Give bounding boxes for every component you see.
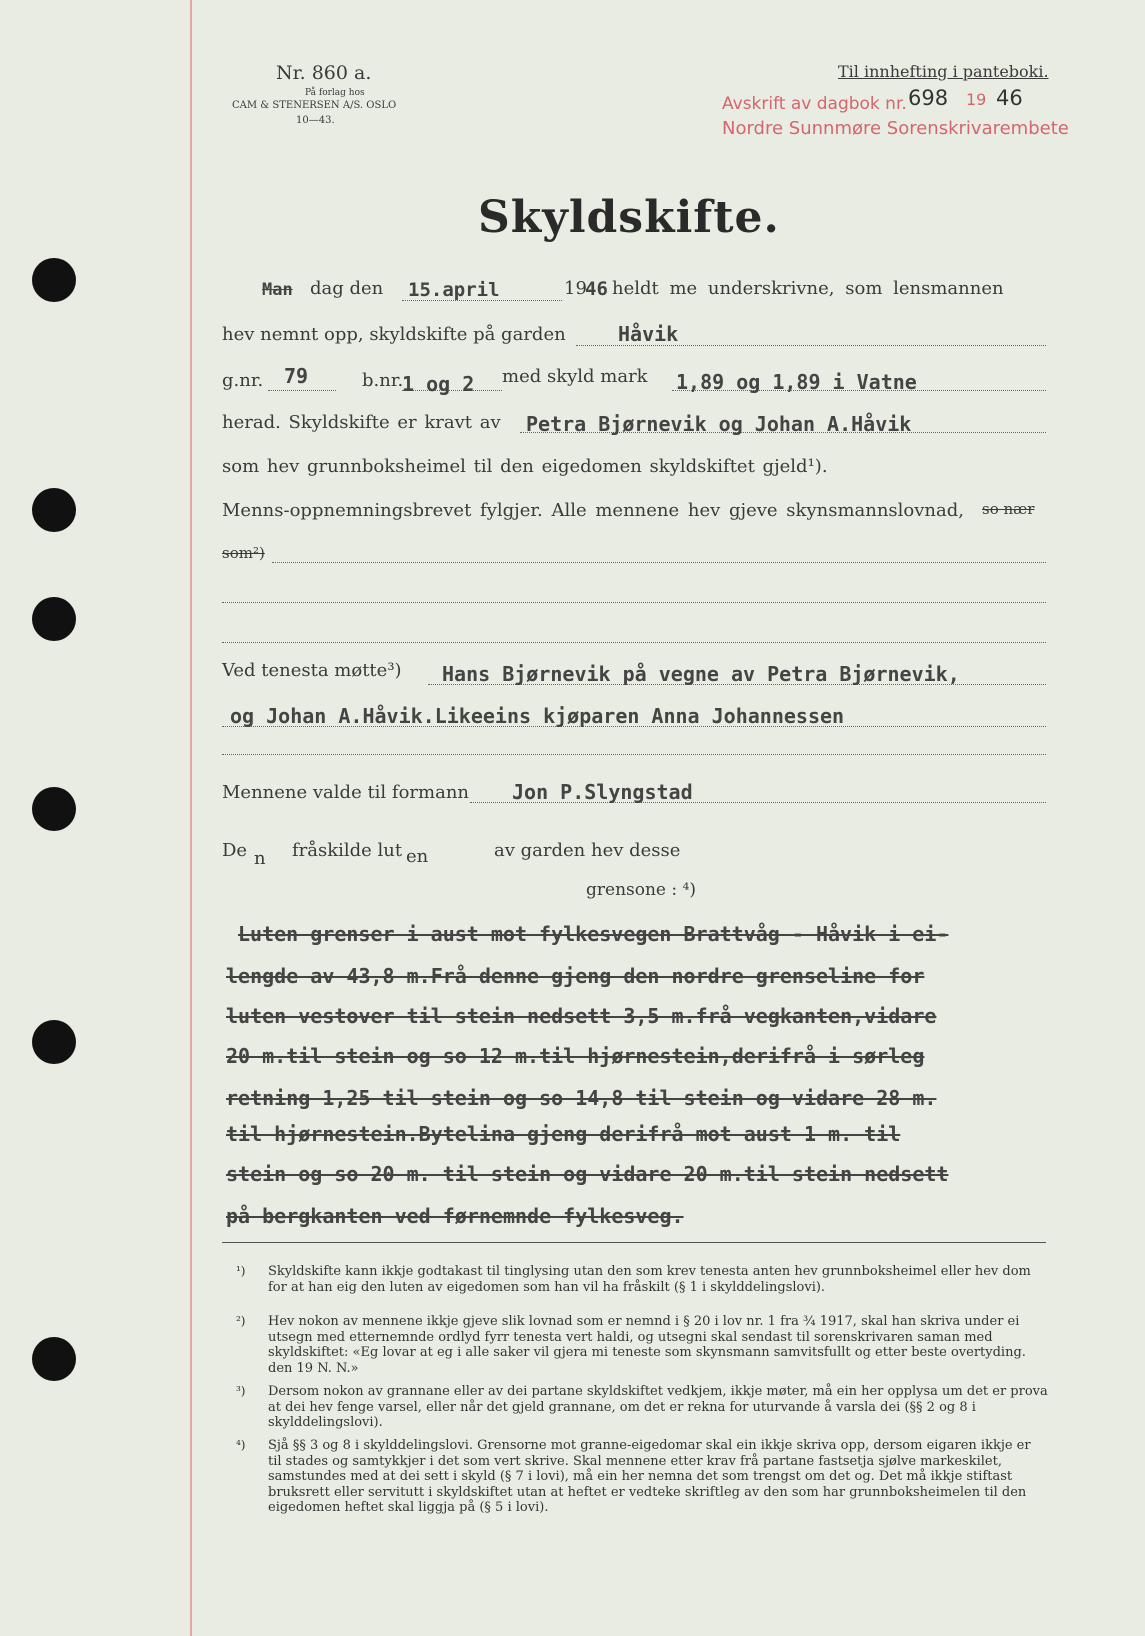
attended-label: Ved tenesta møtte³) [222, 660, 402, 681]
footnote-mark: ⁴) [236, 1438, 246, 1452]
punch-hole [32, 597, 76, 641]
requested-by: Petra Bjørnevik og Johan A.Håvik [526, 412, 912, 436]
boundary-line: 20 m.til stein og so 12 m.til hjørnestein,derifrå i sørleg [226, 1044, 925, 1068]
stamp-year: 46 [996, 86, 1023, 110]
stamp-office: Nordre Sunnmøre Sorenskrivarembete [722, 118, 1069, 139]
grensone-label: grensone : ⁴) [586, 880, 696, 900]
stamp-label: Avskrift av dagbok nr. [722, 94, 907, 114]
punch-hole [32, 787, 76, 831]
line6-text: Menns-oppnemningsbrevet fylgjer. Alle mennene hev gjeve skynsmannslovnad, [222, 500, 964, 521]
line6-end: so nær [982, 500, 1035, 518]
footnote-mark: ²) [236, 1314, 246, 1328]
footnote-1: Skyldskifte kann ikkje godtakast til tinglysing utan den som krev tenesta anten hev grunnboksheimel eller hev dom for at han eig den luten av eigedomen som han vil ha fråskilt (§ 1 i skylddelingslovi). [268, 1264, 1031, 1295]
skyld-label: med skyld mark [502, 366, 648, 387]
gnr-label: g.nr. [222, 370, 264, 391]
herad-text: herad. Skyldskifte er kravt av [222, 412, 501, 433]
line2-text: hev nemnt opp, skyldskifte på garden [222, 324, 566, 345]
date: 15.april [408, 279, 500, 301]
gnr-value: 79 [284, 364, 309, 388]
de-suffix: n [254, 848, 266, 869]
printer-line: 10—43. [296, 115, 335, 126]
attended-line-2: og Johan A.Håvik.Likeeins kjøparen Anna Johannessen [230, 704, 845, 728]
footnote-4: Sjå §§ 3 og 8 i skylddelingslovi. Grensorne mot granne-eigedomar skal ein ikkje skriva opp, dersom eigaren ikkje er til stades og samtykkjer i det som vert skrive. Skal mennene etter krav frå partane fastsetja sjølve markeskilet, samstundes med at dei sett i skyld (§ 7 i lovi), må ein her nemna det som trengst om det og. Det må ikkje stiftast bruksrett eller servitutt i skyldskiftet utan at heftet er vedteke skriftleg av den som har grunnboksheimelen til den eigedomen heftet skal liggja på (§ 5 i lovi). [268, 1438, 1031, 1515]
punch-hole [32, 1337, 76, 1381]
dotted-line [268, 390, 336, 391]
dotted-line [272, 562, 1046, 563]
farm-name: Håvik [618, 322, 679, 346]
bnr-label: b.nr. [362, 370, 404, 391]
attended-line-1: Hans Bjørnevik på vegne av Petra Bjørnevik, [442, 662, 960, 686]
skyld-value: 1,89 og 1,89 i Vatne [676, 370, 917, 394]
binding-note: Til innhefting i panteboki. [838, 62, 1049, 81]
dotted-line [222, 602, 1046, 603]
boundary-line: til hjørnestein.Bytelina gjeng derifrå mot aust 1 m. til [226, 1122, 901, 1146]
page-title: Skyldskifte. [478, 192, 780, 243]
boundary-line: lengde av 43,8 m.Frå denne gjeng den nordre grenseline for [226, 964, 925, 988]
boundary-line: stein og so 20 m. til stein og vidare 20 m.til stein nedsett [226, 1162, 949, 1186]
footnote-3: Dersom nokon av grannane eller av dei partane skyldskiftet vedkjem, ikkje møter, må ein her opplysa um det er prova at dei hev fenge varsel, eller når det gjeld grannane, om det er rekna for uturvande å varsla dei (§§ 2 og 8 i skylddelingslovi). [268, 1384, 1048, 1430]
printer-line: På forlag hos [305, 88, 365, 98]
bnr-value: 1 og 2 [402, 372, 475, 396]
line5-text: som hev grunnboksheimel til den eigedomen skyldskiftet gjeld¹). [222, 456, 828, 477]
dotted-line [222, 754, 1046, 755]
label-dag-den: dag den [310, 278, 384, 299]
dotted-line [222, 642, 1046, 643]
boundary-line: luten vestover til stein nedsett 3,5 m.frå vegkanten,vidare [226, 1004, 937, 1028]
line7-text: som²) [222, 544, 265, 562]
chair-label: Mennene valde til formann [222, 782, 469, 803]
footnote-2: Hev nokon av mennene ikkje gjeve slik lovnad som er nemnd i § 20 i lov nr. 1 fra ¾ 1917, skal han skriva under ei utsegn med etternemnde ordlyd fyrr tenesta vert haldi, og utsegni skal sendast til sorenskrivaren saman med skyldskiftet: «Eg lovar at eg i alle saker vil gjera mi teneste som skynsmann samvitsfullt og etter beste overtyding. den 19 N. N.» [268, 1314, 1026, 1376]
line1-rest: heldt me underskrivne, som lensmannen [612, 278, 1004, 299]
margin-line [190, 0, 192, 1636]
weekday: Man [262, 280, 293, 300]
form-number: Nr. 860 a. [276, 62, 372, 84]
lut-suffix: en [406, 846, 429, 867]
punch-hole [32, 258, 76, 302]
fraskilde-label: fråskilde lut [292, 840, 403, 861]
year: 46 [585, 278, 608, 300]
chair-name: Jon P.Slyngstad [512, 780, 693, 804]
boundary-line: retning 1,25 til stein og so 14,8 til stein og vidare 28 m. [226, 1086, 937, 1110]
footnote-mark: ³) [236, 1384, 246, 1398]
punch-hole [32, 488, 76, 532]
boundary-line: på bergkanten ved førnemnde fylkesveg. [226, 1204, 684, 1228]
punch-hole [32, 1020, 76, 1064]
de-label: De [222, 840, 248, 861]
av-garden: av garden hev desse [494, 840, 681, 861]
footnote-mark: ¹) [236, 1264, 246, 1278]
year-prefix: 19 [564, 278, 587, 299]
divider [222, 1242, 1046, 1243]
printer-line: CAM & STENERSEN A/S. OSLO [232, 100, 397, 111]
stamp-number: 698 [908, 86, 949, 110]
boundary-line: Luten grenser i aust mot fylkesvegen Brattvåg - Håvik i ei- [238, 922, 949, 946]
stamp-year-prefix: 19 [966, 90, 987, 109]
